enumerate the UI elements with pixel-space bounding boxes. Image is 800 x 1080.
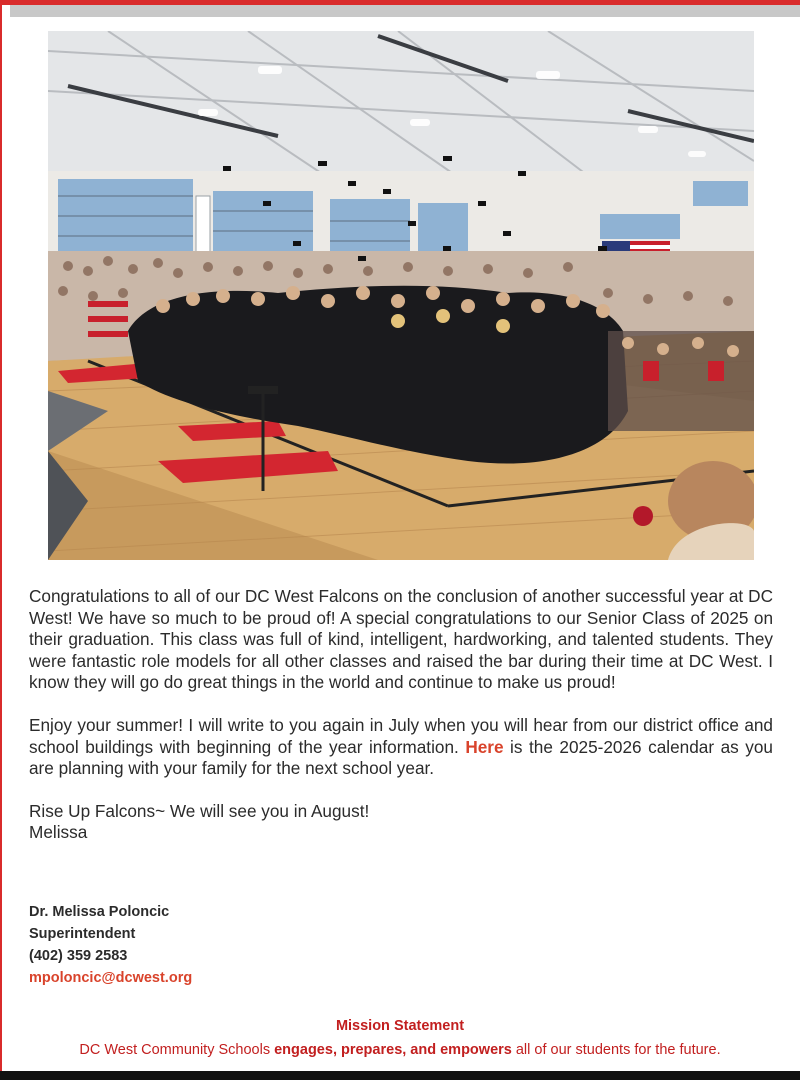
left-accent-rule (0, 0, 2, 1080)
congratulations-paragraph: Congratulations to all of our DC West Falcons on the conclusion of another successful year at DC West! We have so much to be proud of! A special congratulations to our Senior Class of 2025 on their graduation. This class was full of kind, intelligent, hardworking, and talented students. They were fantastic role models for all other classes and raised the bar during their time at DC West. I know they will go do great things in the world and continue to make us proud! (29, 586, 773, 693)
signature-phone: (402) 359 2583 (29, 948, 128, 964)
signature-name: Dr. Melissa Poloncic (29, 904, 170, 920)
bottom-bar (0, 1071, 800, 1080)
calendar-link[interactable]: Here (465, 736, 504, 757)
signature-email-link[interactable]: mpoloncic@dcwest.org (29, 970, 193, 986)
mission-title: Mission Statement (335, 1018, 465, 1034)
summer-paragraph-start: Enjoy your summer! I will write to you again in July when you will hear from our district office and school buildings with beginning of the year information. (29, 714, 773, 757)
graduation-photo-illustration (48, 31, 754, 560)
summer-paragraph (29, 715, 773, 780)
closing (29, 801, 773, 844)
mission-text (0, 1038, 800, 1062)
signature-title: Superintendent (29, 926, 136, 942)
mission-text-start: DC West Community Schools (79, 1042, 275, 1058)
closing-name: Melissa (29, 822, 88, 843)
mission-statement (0, 1016, 800, 1062)
graduation-photo (48, 31, 754, 560)
summer-paragraph-end: is the 2025-2026 calendar as you are planning with your family for the next school year. (29, 736, 773, 779)
closing-line: Rise Up Falcons~ We will see you in August! (29, 800, 370, 821)
mission-text-bold: engages, prepares, and empowers (274, 1042, 512, 1058)
letter-body (29, 586, 773, 844)
signature-block (29, 901, 192, 989)
top-gray-bar (10, 5, 800, 17)
mission-text-end: all of our students for the future. (511, 1042, 721, 1058)
